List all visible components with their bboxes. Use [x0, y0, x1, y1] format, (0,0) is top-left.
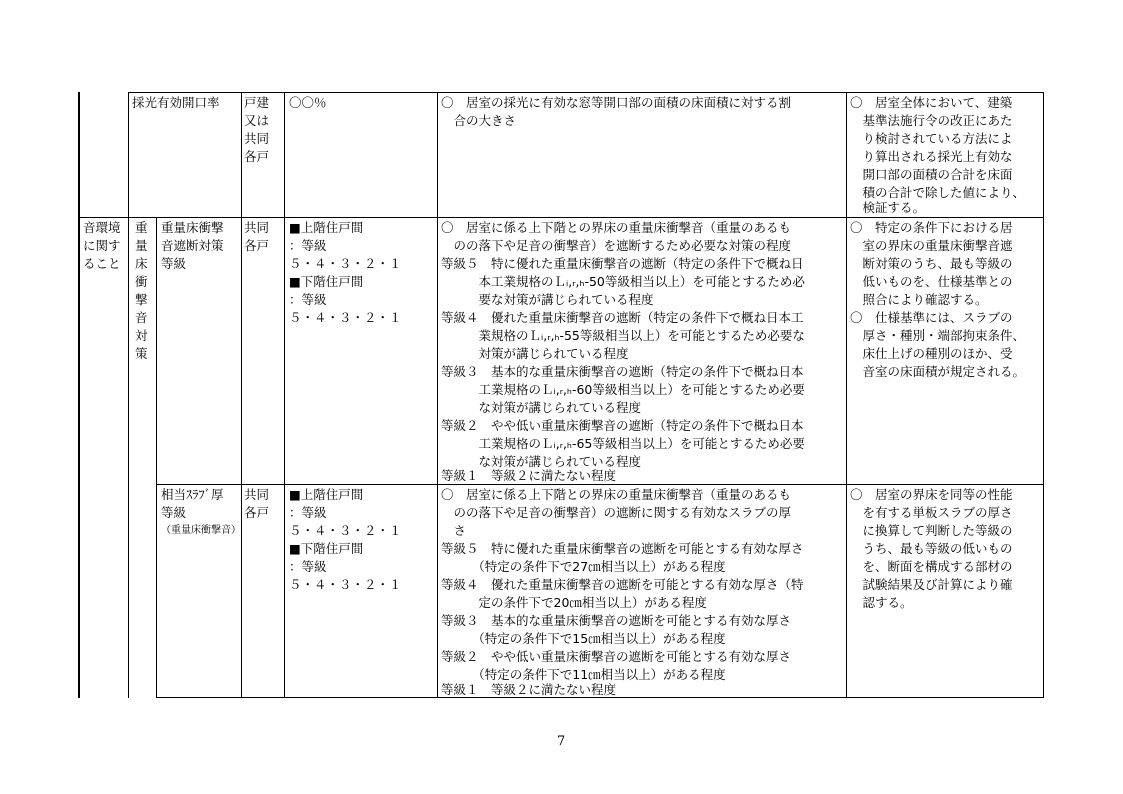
row1-item: 採光有効開口率	[132, 95, 220, 110]
page-number: 7	[557, 734, 566, 749]
col-line-unit	[284, 92, 285, 698]
row-line-1	[128, 92, 1044, 93]
col-line-subcategory	[156, 217, 157, 698]
col-line-value	[437, 92, 438, 698]
col-line-category	[128, 92, 129, 698]
table-left-border	[78, 92, 80, 698]
col-line-desc	[846, 92, 847, 698]
row-line-2	[78, 217, 1044, 218]
col-line-item	[241, 92, 242, 698]
table-right-border	[1043, 92, 1044, 698]
row1-value: 〇〇％	[289, 95, 327, 110]
